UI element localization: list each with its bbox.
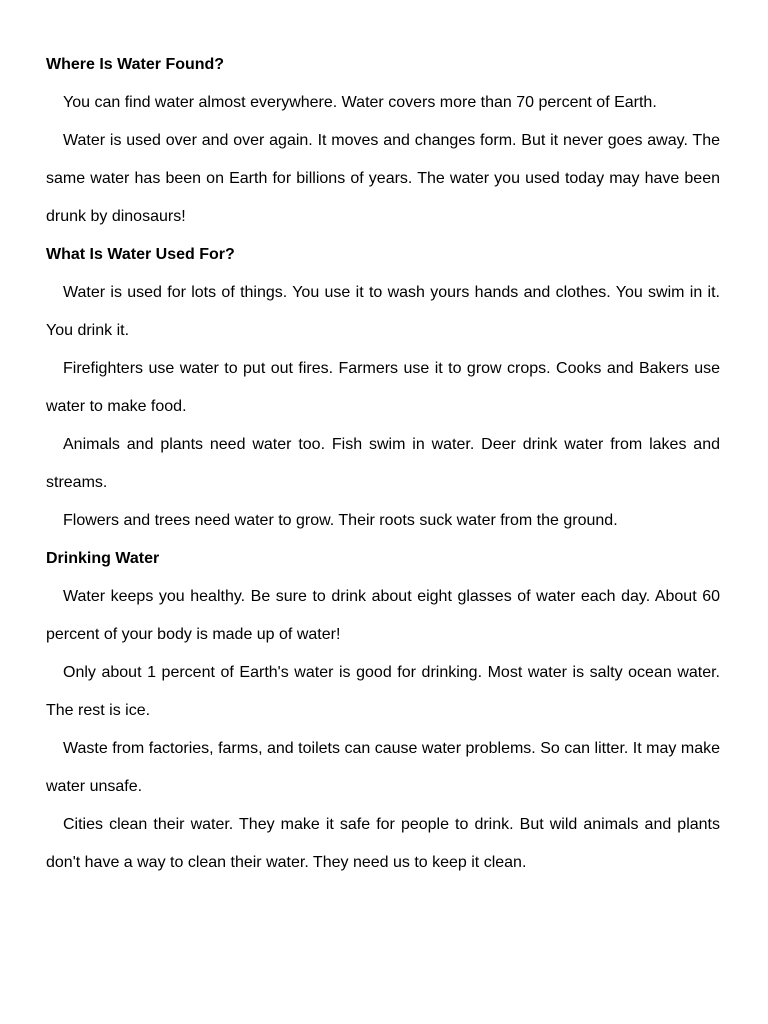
paragraph: Water keeps you healthy. Be sure to drink about eight glasses of water each day. About 60 percent of your body is made up of water! xyxy=(46,588,720,643)
paragraph: Waste from factories, farms, and toilets can cause water problems. So can litter. It may make water unsafe. xyxy=(46,740,720,795)
paragraph: Animals and plants need water too. Fish swim in water. Deer drink water from lakes and streams. xyxy=(46,436,720,491)
section-heading: What Is Water Used For? xyxy=(46,246,235,263)
paragraph: Firefighters use water to put out fires. Farmers use it to grow crops. Cooks and Bakers use water to make food. xyxy=(46,360,720,415)
paragraph: Water is used over and over again. It moves and changes form. But it never goes away. The same water has been on Earth for billions of years. The water you used today may have been drunk by dinosaurs! xyxy=(46,132,720,225)
document-body xyxy=(46,46,720,882)
paragraph: Cities clean their water. They make it safe for people to drink. But wild animals and plants don't have a way to clean their water. They need us to keep it clean. xyxy=(46,816,720,871)
paragraph: Only about 1 percent of Earth's water is good for drinking. Most water is salty ocean water. The rest is ice. xyxy=(46,664,720,719)
paragraph: Flowers and trees need water to grow. Their roots suck water from the ground. xyxy=(63,512,618,529)
section-heading: Drinking Water xyxy=(46,550,160,567)
paragraph: Water is used for lots of things. You use it to wash yours hands and clothes. You swim in it. You drink it. xyxy=(46,284,720,339)
section-heading: Where Is Water Found? xyxy=(46,56,225,73)
paragraph: You can find water almost everywhere. Water covers more than 70 percent of Earth. xyxy=(63,94,657,111)
